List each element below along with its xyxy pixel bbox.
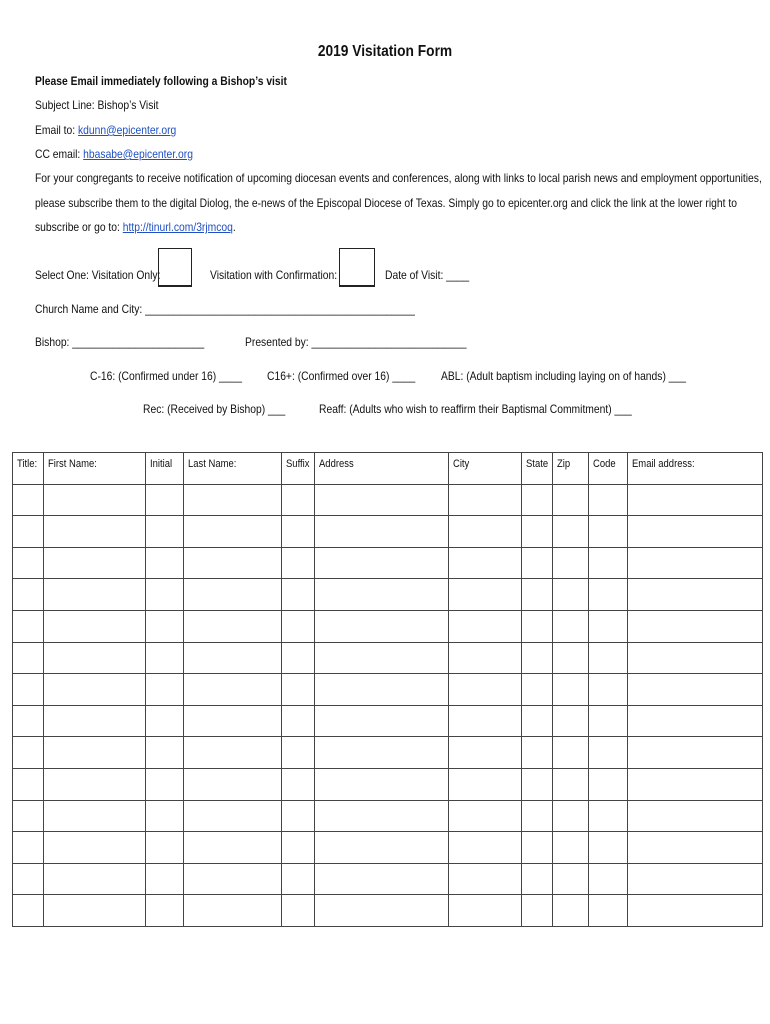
table-cell[interactable] xyxy=(449,674,522,706)
table-cell[interactable] xyxy=(589,579,628,611)
table-cell[interactable] xyxy=(522,863,553,895)
table-cell[interactable] xyxy=(13,705,44,737)
table-row xyxy=(13,642,763,674)
table-cell[interactable] xyxy=(44,642,146,674)
table-cell[interactable] xyxy=(522,832,553,864)
tinyurl-link[interactable]: http://tinurl.com/3rjmcoq xyxy=(122,220,233,234)
table-cell[interactable] xyxy=(315,737,449,769)
table-cell[interactable] xyxy=(315,705,449,737)
table-cell[interactable] xyxy=(589,547,628,579)
table-cell[interactable] xyxy=(146,768,184,800)
column-header-label: Code xyxy=(593,458,616,470)
table-row xyxy=(13,674,763,706)
church-name-city-field[interactable]: Church Name and City: _______________________________________________ xyxy=(35,302,415,316)
table-row xyxy=(13,547,763,579)
table-cell[interactable] xyxy=(184,610,282,642)
table-cell[interactable] xyxy=(146,800,184,832)
table-cell[interactable] xyxy=(146,642,184,674)
table-cell[interactable] xyxy=(282,705,315,737)
table-cell[interactable] xyxy=(628,863,763,895)
table-cell[interactable] xyxy=(184,674,282,706)
table-cell[interactable] xyxy=(184,895,282,927)
visitation-confirmation-label: Visitation with Confirmation: xyxy=(210,268,338,282)
table-cell[interactable] xyxy=(628,800,763,832)
table-cell[interactable] xyxy=(146,705,184,737)
table-cell[interactable] xyxy=(13,863,44,895)
table-cell[interactable] xyxy=(315,642,449,674)
table-cell[interactable] xyxy=(13,895,44,927)
subscribe-paragraph-line-3 xyxy=(35,220,236,234)
table-cell[interactable] xyxy=(522,579,553,611)
table-cell[interactable] xyxy=(282,737,315,769)
column-header xyxy=(282,453,315,485)
table-cell[interactable] xyxy=(184,705,282,737)
table-cell[interactable] xyxy=(628,610,763,642)
table-cell[interactable] xyxy=(13,610,44,642)
email-to-label: Email to: xyxy=(35,123,76,137)
table-cell[interactable] xyxy=(522,610,553,642)
table-cell[interactable] xyxy=(553,863,589,895)
attendee-table xyxy=(12,452,763,927)
table-cell[interactable] xyxy=(146,863,184,895)
table-cell[interactable] xyxy=(44,705,146,737)
table-cell[interactable] xyxy=(449,705,522,737)
column-header xyxy=(449,453,522,485)
table-cell[interactable] xyxy=(522,516,553,548)
table-cell[interactable] xyxy=(315,768,449,800)
column-header xyxy=(553,453,589,485)
table-cell[interactable] xyxy=(553,579,589,611)
table-row xyxy=(13,705,763,737)
table-cell[interactable] xyxy=(146,674,184,706)
table-cell[interactable] xyxy=(628,895,763,927)
table-cell[interactable] xyxy=(282,516,315,548)
rec-field[interactable]: Rec: (Received by Bishop) ___ xyxy=(143,402,286,416)
table-cell[interactable] xyxy=(589,895,628,927)
table-cell[interactable] xyxy=(628,642,763,674)
visitation-only-checkbox[interactable] xyxy=(158,248,192,287)
table-cell[interactable] xyxy=(522,484,553,516)
table-cell[interactable] xyxy=(589,800,628,832)
table-cell[interactable] xyxy=(44,863,146,895)
table-cell[interactable] xyxy=(184,642,282,674)
table-cell[interactable] xyxy=(13,768,44,800)
table-cell[interactable] xyxy=(449,832,522,864)
table-cell[interactable] xyxy=(315,832,449,864)
column-header xyxy=(184,453,282,485)
table-cell[interactable] xyxy=(13,737,44,769)
table-header-row xyxy=(13,453,763,485)
visitation-confirmation-checkbox[interactable] xyxy=(339,248,375,287)
table-cell[interactable] xyxy=(184,737,282,769)
email-to-line xyxy=(35,123,176,137)
subscribe-suffix: . xyxy=(232,220,236,234)
table-cell[interactable] xyxy=(315,610,449,642)
table-cell[interactable] xyxy=(589,642,628,674)
table-cell[interactable] xyxy=(589,863,628,895)
column-header-label: Suffix xyxy=(286,458,310,470)
table-cell[interactable] xyxy=(589,768,628,800)
table-cell[interactable] xyxy=(522,800,553,832)
table-cell[interactable] xyxy=(44,610,146,642)
table-cell[interactable] xyxy=(449,863,522,895)
select-one-label: Select One: Visitation Only: xyxy=(35,268,161,282)
abl-field[interactable]: ABL: (Adult baptism including laying on of hands) ___ xyxy=(441,369,686,383)
table-cell[interactable] xyxy=(628,705,763,737)
table-cell[interactable] xyxy=(44,800,146,832)
table-cell[interactable] xyxy=(553,737,589,769)
table-cell[interactable] xyxy=(553,610,589,642)
column-header xyxy=(315,453,449,485)
table-body xyxy=(13,484,763,926)
column-header-label: Initial xyxy=(150,458,173,470)
table-cell[interactable] xyxy=(13,516,44,548)
table-row xyxy=(13,832,763,864)
instruction-text: Please Email immediately following a Bishop’s visit xyxy=(35,74,287,88)
table-row xyxy=(13,610,763,642)
cc-email-line xyxy=(35,147,193,161)
table-cell[interactable] xyxy=(315,579,449,611)
table-cell[interactable] xyxy=(146,832,184,864)
table-cell[interactable] xyxy=(589,484,628,516)
cc-email-label: CC email: xyxy=(35,147,81,161)
table-cell[interactable] xyxy=(13,484,44,516)
table-cell[interactable] xyxy=(282,484,315,516)
table-cell[interactable] xyxy=(184,768,282,800)
table-cell[interactable] xyxy=(315,863,449,895)
table-cell[interactable] xyxy=(522,705,553,737)
table-cell[interactable] xyxy=(449,579,522,611)
column-header-label: Title: xyxy=(17,458,38,470)
table-cell[interactable] xyxy=(44,579,146,611)
table-cell[interactable] xyxy=(589,737,628,769)
c16-field[interactable]: C-16: (Confirmed under 16) ____ xyxy=(90,369,243,383)
column-header xyxy=(44,453,146,485)
table-cell[interactable] xyxy=(315,674,449,706)
table-cell[interactable] xyxy=(449,800,522,832)
table-cell[interactable] xyxy=(184,863,282,895)
table-cell[interactable] xyxy=(522,674,553,706)
table-cell[interactable] xyxy=(282,674,315,706)
table-cell[interactable] xyxy=(628,484,763,516)
table-cell[interactable] xyxy=(44,832,146,864)
table-cell[interactable] xyxy=(146,547,184,579)
table-cell[interactable] xyxy=(44,768,146,800)
table-cell[interactable] xyxy=(44,737,146,769)
table-cell[interactable] xyxy=(315,895,449,927)
column-header-label: Zip xyxy=(557,458,571,470)
bishop-field[interactable]: Bishop: _______________________ xyxy=(35,335,205,349)
column-header xyxy=(589,453,628,485)
table-cell[interactable] xyxy=(184,832,282,864)
table-cell[interactable] xyxy=(628,547,763,579)
column-header xyxy=(522,453,553,485)
table-cell[interactable] xyxy=(522,768,553,800)
table-cell[interactable] xyxy=(13,674,44,706)
table-row xyxy=(13,737,763,769)
table-row xyxy=(13,863,763,895)
form-title: 2019 Visitation Form xyxy=(317,43,453,60)
table-row xyxy=(13,516,763,548)
table-cell[interactable] xyxy=(628,768,763,800)
table-cell[interactable] xyxy=(449,547,522,579)
table-cell[interactable] xyxy=(184,800,282,832)
table-cell[interactable] xyxy=(449,895,522,927)
table-row xyxy=(13,579,763,611)
table-cell[interactable] xyxy=(315,516,449,548)
reaff-field[interactable]: Reaff: (Adults who wish to reaffirm their Baptismal Commitment) ___ xyxy=(319,402,632,416)
table-row xyxy=(13,768,763,800)
table-cell[interactable] xyxy=(589,705,628,737)
table-cell[interactable] xyxy=(628,737,763,769)
table-cell[interactable] xyxy=(553,832,589,864)
table-cell[interactable] xyxy=(449,737,522,769)
table-cell[interactable] xyxy=(449,516,522,548)
table-cell[interactable] xyxy=(449,642,522,674)
column-header xyxy=(13,453,44,485)
table-cell[interactable] xyxy=(184,547,282,579)
cc-email-link[interactable]: hbasabe@epicenter.org xyxy=(83,147,193,161)
table-cell[interactable] xyxy=(628,674,763,706)
date-of-visit-field[interactable]: Date of Visit: ____ xyxy=(385,268,470,282)
table-cell[interactable] xyxy=(522,547,553,579)
table-cell[interactable] xyxy=(589,610,628,642)
column-header xyxy=(628,453,763,485)
column-header-label: Last Name: xyxy=(188,458,237,470)
column-header-label: State xyxy=(526,458,549,470)
table-cell[interactable] xyxy=(553,705,589,737)
table-cell[interactable] xyxy=(553,642,589,674)
table-cell[interactable] xyxy=(522,737,553,769)
column-header-label: City xyxy=(453,458,470,470)
table-row xyxy=(13,484,763,516)
column-header-label: Email address: xyxy=(632,458,695,470)
table-cell[interactable] xyxy=(146,610,184,642)
table-cell[interactable] xyxy=(184,579,282,611)
table-cell[interactable] xyxy=(184,516,282,548)
table-cell[interactable] xyxy=(522,642,553,674)
table-cell[interactable] xyxy=(146,737,184,769)
presented-by-field[interactable]: Presented by: ___________________________ xyxy=(245,335,467,349)
table-cell[interactable] xyxy=(553,895,589,927)
table-cell[interactable] xyxy=(44,484,146,516)
table-cell[interactable] xyxy=(146,895,184,927)
table-cell[interactable] xyxy=(589,674,628,706)
column-header xyxy=(146,453,184,485)
table-cell[interactable] xyxy=(589,516,628,548)
table-cell[interactable] xyxy=(553,674,589,706)
table-cell[interactable] xyxy=(628,832,763,864)
subject-line-text: Subject Line: Bishop’s Visit xyxy=(35,98,159,112)
column-header-label: First Name: xyxy=(48,458,97,470)
table-cell[interactable] xyxy=(315,547,449,579)
table-cell[interactable] xyxy=(449,610,522,642)
table-row xyxy=(13,800,763,832)
table-cell[interactable] xyxy=(628,579,763,611)
table-cell[interactable] xyxy=(449,484,522,516)
table-cell[interactable] xyxy=(553,547,589,579)
table-cell[interactable] xyxy=(44,516,146,548)
subscribe-prefix: subscribe or go to: xyxy=(35,220,120,234)
table-cell[interactable] xyxy=(553,800,589,832)
table-cell[interactable] xyxy=(13,579,44,611)
subscribe-paragraph-line-1: For your congregants to receive notification of upcoming diocesan events and conferences, along with links to local parish news and employment opportunities, xyxy=(35,171,762,185)
table-cell[interactable] xyxy=(282,863,315,895)
table-cell[interactable] xyxy=(282,832,315,864)
table-cell[interactable] xyxy=(449,768,522,800)
table-cell[interactable] xyxy=(553,484,589,516)
subscribe-paragraph-line-2: please subscribe them to the digital Diolog, the e-news of the Episcopal Diocese of Texas. Simply go to epicenter.org and click the link at the lower right to xyxy=(35,196,737,210)
table-cell[interactable] xyxy=(589,832,628,864)
table-cell[interactable] xyxy=(13,547,44,579)
table-cell[interactable] xyxy=(282,800,315,832)
table-cell[interactable] xyxy=(553,768,589,800)
table-cell[interactable] xyxy=(146,516,184,548)
table-cell[interactable] xyxy=(522,895,553,927)
table-cell[interactable] xyxy=(628,516,763,548)
table-cell[interactable] xyxy=(44,674,146,706)
table-cell[interactable] xyxy=(282,895,315,927)
table-cell[interactable] xyxy=(44,547,146,579)
table-cell[interactable] xyxy=(315,800,449,832)
table-cell[interactable] xyxy=(315,484,449,516)
table-cell[interactable] xyxy=(13,642,44,674)
table-cell[interactable] xyxy=(146,579,184,611)
table-cell[interactable] xyxy=(282,579,315,611)
table-cell[interactable] xyxy=(282,610,315,642)
table-cell[interactable] xyxy=(282,768,315,800)
c16plus-field[interactable]: C16+: (Confirmed over 16) ____ xyxy=(267,369,416,383)
table-cell[interactable] xyxy=(13,800,44,832)
column-header-label: Address xyxy=(319,458,354,470)
table-cell[interactable] xyxy=(146,484,184,516)
email-to-link[interactable]: kdunn@epicenter.org xyxy=(78,123,177,137)
table-cell[interactable] xyxy=(282,642,315,674)
table-row xyxy=(13,895,763,927)
table-cell[interactable] xyxy=(282,547,315,579)
table-cell[interactable] xyxy=(13,832,44,864)
table-cell[interactable] xyxy=(553,516,589,548)
table-cell[interactable] xyxy=(44,895,146,927)
table-cell[interactable] xyxy=(184,484,282,516)
